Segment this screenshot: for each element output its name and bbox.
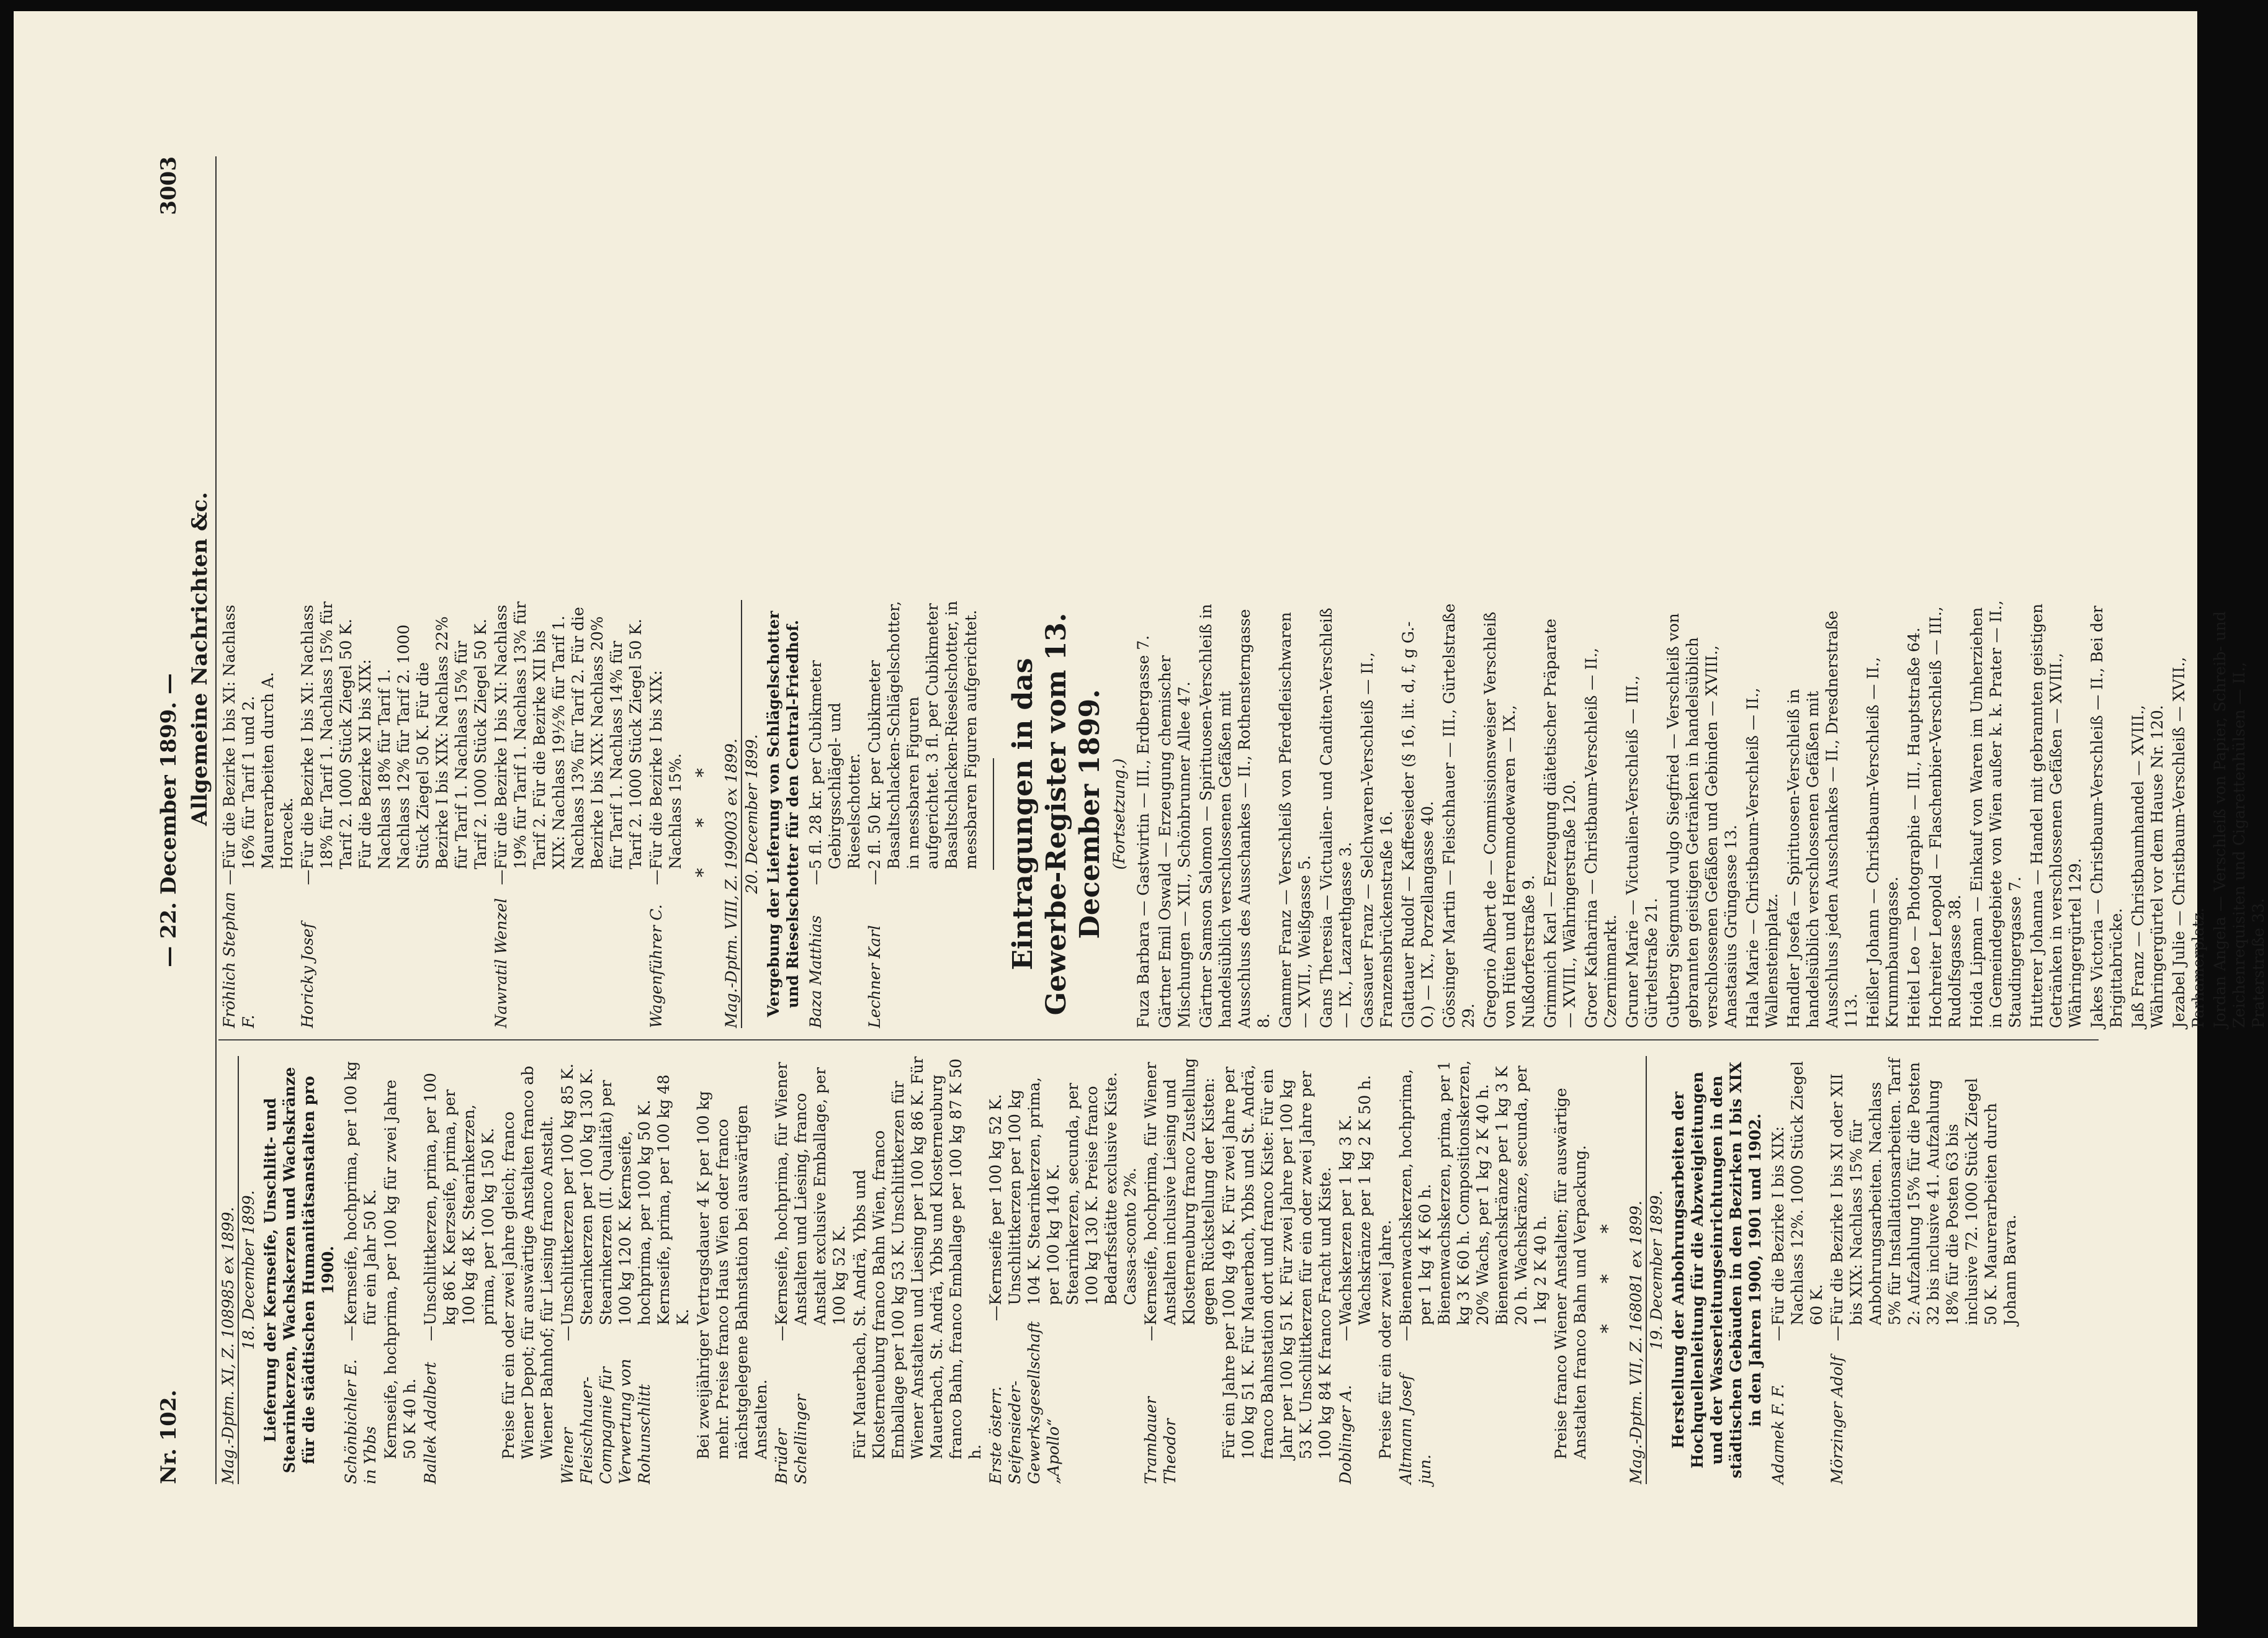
register-entry: Grimmich Karl — Erzeugung diätetischer Präparate — XVIII., Währingerstraße 120.: [1541, 619, 1579, 1028]
section-title: Allgemeine Nachrichten &c.: [187, 491, 212, 826]
entry: Erste österr. Seifensieder-Gewerksgesellschaft „Apollo“ — Kernseife per 100 kg 52 K. Unschlittkerzen per 100 kg 104 K. Stearinkerzen, prima, per 100 kg 140 K. Stearinkerzen, secunda, per 100 kg 130 K. Preise franco Bedarfsstätte exclusive Kiste. Cassa-sconto 2%.: [986, 1056, 1140, 1484]
bidder-name: Altmann Josef jun.: [1397, 1374, 1434, 1484]
bidder-name: Lechner Karl: [866, 925, 884, 1028]
entry: Ballek Adalbert — Unschlittkerzen, prima, per 100 kg 86 K. Kerzseife, prima, per 100 kg 48 K. Stearinkerzen, prima, per 100 kg 150 K.: [421, 1056, 498, 1484]
bid-text: Für die Bezirke I bis XI: Nachlass 19% für Tarif 1. Nachlass 13% für Tarif 2. Für die Bezirke XII bis XIX: Nachlass 19½% für Tarif 1. Nachlass 13% für Tarif 2. Für die Bezirke I bis XIX: Nachlass 20% für Tarif 1. Nachlass 14% für Tarif 2. 1000 Stück Ziegel 50 K.: [492, 601, 645, 869]
entry: Brüder Schellinger — Kernseife, hochprima, für Wiener Anstalten und Liesing, franco Anstalt exclusive Emballage, per 100 kg 52 K.: [772, 1056, 849, 1484]
register-entry: Jordan Angela — Verschleiß von Papier, Schreib- und Zeichenrequisiten und Cigarettenhülsen — II., Praterstraße 33.: [2211, 611, 2267, 1028]
rotated-page-content: [14, 11, 2267, 1627]
register-entry: Gärtner Samson Salomon — Spirituosen-Verschleiß in handelsüblich verschlossenen Gefäßen mit Ausschluss des Ausschankes — II., Rothensterngasse 8.: [1197, 604, 1273, 1028]
register-entry: Groer Katharina — Christbaum-Verschleiß — II., Czerninmarkt.: [1582, 647, 1620, 1028]
entry: Doblinger A. — Wachskerzen per 1 kg 3 K. Wachskränze per 1 kg 2 K 50 h.: [1336, 1056, 1374, 1484]
bidder-name: Schönbichler E. in Ybbs: [342, 1359, 379, 1484]
bid-text: 2 fl. 50 kr. per Cubikmeter Basaltschlacken-Schlägelschotter, in messbaren Figuren aufgerichtet. 3 fl. per Cubikmeter Basaltschlacken-Rieselschotter, in messbaren Figuren aufgerichtet.: [866, 601, 980, 869]
bidder-name: Nawratil Wenzel: [492, 898, 510, 1028]
bid-subtext: Preise franco Wiener Anstalten; für auswärtige Anstalten franco Bahn und Verpackung.: [1552, 1088, 1589, 1459]
bid-text: Für die Bezirke I bis XIX: Nachlass 15%.: [647, 670, 684, 869]
register-entry: Gärtner Emil Oswald — Erzeugung chemischer Mischungen — XII., Schönbrunner Allee 47.: [1156, 655, 1193, 1028]
short-rule: [993, 758, 994, 870]
bid-text: Für die Bezirke I bis XIX: Nachlass 12%. 1000 Stück Ziegel 60 K.: [1769, 1061, 1826, 1325]
bid-text: Kernseife, hochprima, für Wiener Anstalten und Liesing, franco Anstalt exclusive Emballage, per 100 kg 52 K.: [773, 1062, 848, 1325]
register-entry: Fuza Barbara — Gastwirtin — III., Erdbergasse 7.: [1134, 635, 1152, 1028]
register-entry: Jakes Victoria — Christbaum-Verschleiß — II., Bei der Brigittabrücke.: [2088, 606, 2125, 1028]
entry: Adamek F. F. — Für die Bezirke I bis XIX: Nachlass 12%. 1000 Stück Ziegel 60 K.: [1768, 1056, 1826, 1484]
register-entry: Jezabel Julie — Christbaum-Verschleiß — XVII., Parhamerplatz.: [2170, 656, 2207, 1028]
bid-subtext: Für ein Jahre per 100 kg 49 K. Für zwei Jahre per 100 kg 51 K. Für Mauerbach, Ybbs und St. Andrä, franco Bahnstation dort und franco Kiste: Für ein Jahr per 100 kg 51 K. Für zwei Jahre per 100 kg 53 K. Unschlittkerzen für ein oder zwei Jahre per 100 kg 84 K franco Fracht und Kiste.: [1220, 1064, 1334, 1459]
header-rule: [215, 156, 217, 1484]
bid-text: Kernseife, hochprima, für Wiener Anstalten inclusive Liesing und Klosterneuburg franco Zustellung gegen Rückstellung der Kisten:: [1142, 1058, 1217, 1325]
entry: Altmann Josef jun. — Bienenwachskerzen, hochprima, per 1 kg 4 K 60 h. Bienenwachskerzen, prima, per 1 kg 3 K 60 h. Compositionskerzen, 20% Wachs, per 1 kg 2 K 40 h. Bienenwachskränze per 1 kg 3 K 20 h. Wachskränze, secunda, per 1 kg 2 K 40 h.: [1396, 1056, 1550, 1484]
entry: Schönbichler E. in Ybbs — Kernseife, hochprima, per 100 kg für ein Jahr 50 K.: [341, 1056, 380, 1484]
register-entry: Handler Josefa — Spirituosen-Verschleiß in handelsüblich verschlossenen Gefäßen mit Ausschluss jeden Ausschankes — II., Dresdnerstraße 113.: [1785, 611, 1860, 1028]
entry: Horicky Josef — Für die Bezirke I bis XI: Nachlass 18% für Tarif 1. Nachlass 15% für Tarif 2. 1000 Stück Ziegel 50 K. Für die Bezirke XI bis XIX: Nachlass 18% für Tarif 1. Nachlass 12% für Tarif 2. 1000 Stück Ziegel 50 K. Für die Bezirke I bis XIX: Nachlass 22% für Tarif 1. Nachlass 15% für Tarif 2. 1000 Stück Ziegel 50 K.: [298, 600, 490, 1028]
continuation-note: (Fortsetzung.): [1110, 758, 1128, 870]
section-separator: * * *: [693, 750, 714, 878]
bid-subtext: Preise für ein oder zwei Jahre gleich; franco Wiener Depot; für auswärtige Anstalten franco ab Wiener Bahnhof; für Liesing franco Anstalt.: [500, 1065, 556, 1459]
bidder-name: Erste österr. Seifensieder-Gewerksgesellschaft „Apollo“: [987, 1321, 1062, 1484]
bid-text: Bienenwachskerzen, hochprima, per 1 kg 4 K 60 h. Bienenwachskerzen, prima, per 1 kg 3 K 60 h. Compositionskerzen, 20% Wachs, per 1 kg 2 K 40 h. Bienenwachskränze per 1 kg 3 K 20 h. Wachskränze, secunda, per 1 kg 2 K 40 h.: [1397, 1060, 1549, 1325]
bidder-name: Baza Matthias: [807, 915, 825, 1028]
column-2: [218, 600, 2267, 1028]
bidder-name: Wagenführer C.: [647, 904, 665, 1028]
reference-line: Mag.-Dptm. XI, Z. 108985 ex 1899.: [218, 1056, 239, 1484]
date-line: 20. December 1899.: [743, 734, 761, 894]
bid-text: Wachskerzen per 1 kg 3 K. Wachskränze per 1 kg 2 K 50 h.: [1337, 1075, 1374, 1325]
bid-subtext: Bei zweijähriger Vertragsdauer 4 K per 100 kg mehr. Preise franco Haus Wien oder franco nächstgelegene Bahnstation bei auswärtigen Anstalten.: [694, 1091, 770, 1459]
entry: Lechner Karl — 2 fl. 50 kr. per Cubikmeter Basaltschlacken-Schlägelschotter, in messbaren Figuren aufgerichtet. 3 fl. per Cubikmeter Basaltschlacken-Rieselschotter, in messbaren Figuren aufgerichtet.: [866, 601, 980, 1028]
register-entry: Heißler Johann — Christbaum-Verschleiß — II., Krummbaumgasse.: [1864, 656, 1901, 1028]
bid-subtext: Für Mauerbach, St. Andrä, Ybbs und Klosterneuburg franco Bahn Wien, franco Emballage per 100 kg 53 K. Unschlittkerzen für Wiener Anstalten und Liesing per 100 kg 86 K. Für Mauerbach, St. Andrä, Ybbs und Klosterneuburg franco Bahn, franco Emballage per 100 kg 87 K 50 h.: [851, 1056, 984, 1459]
bid-subtext: Kernseife, hochprima, per 100 kg für zwei Jahre 50 K 40 h.: [382, 1080, 419, 1459]
bid-text: Kernseife per 100 kg 52 K. Unschlittkerzen per 100 kg 104 K. Stearinkerzen, prima, per 100 kg 140 K. Stearinkerzen, secunda, per 100 kg 130 K. Preise franco Bedarfsstätte exclusive Kiste. Cassa-sconto 2%.: [987, 1072, 1139, 1305]
entry: Nawratil Wenzel — Für die Bezirke I bis XI: Nachlass 19% für Tarif 1. Nachlass 13% für Tarif 2. Für die Bezirke XII bis XIX: Nachlass 19½% für Tarif 1. Nachlass 13% für Tarif 2. Für die Bezirke I bis XIX: Nachlass 20% für Tarif 1. Nachlass 14% für Tarif 2. 1000 Stück Ziegel 50 K.: [491, 600, 645, 1028]
bid-text: Für die Bezirke I bis XI oder XII bis XIX: Nachlass 15% für Anbohrungsarbeiten. Nachlass 5% für Installationsarbeiten. Tarif 2: Aufzahlung 15% für die Posten 32 bis inclusive 41. Aufzahlung 18% für die Posten 63 bis inclusive 72. 1000 Stück Ziegel 50 K. Maurerarbeiten durch Johann Bavra.: [1828, 1058, 2019, 1325]
notice-title: Herstellung der Anbohrungsarbeiten der Hochquellenleitung für die Abzweigleitungen und der Wasserleitungseinrichtungen in den städtischen Gebäuden in den Bezirken I bis XIX in den Jahren 1900, 1901 und 1902.: [1669, 1062, 1764, 1479]
newspaper-page: [14, 11, 2267, 1627]
register-entry: Gruner Marie — Victualien-Verschleiß — III., Gürtelstraße 21.: [1623, 675, 1661, 1028]
register-entry: Heitel Leo — Photographie — III., Hauptstraße 64.: [1905, 627, 1923, 1028]
issue-number: Nr. 102.: [156, 1389, 181, 1484]
bidder-name: Mörzinger Adolf: [1828, 1356, 1846, 1484]
bidder-name: Doblinger A.: [1337, 1385, 1355, 1484]
bid-subtext: Preise für ein oder zwei Jahre.: [1376, 1220, 1394, 1459]
date-line: 19. December 1899.: [1647, 1190, 1665, 1350]
entry: Wiener Fleischhauer-Compagnie für Verwertung von Rohunschlitt — Unschlittkerzen per 100 kg 85 K. Stearinkerzen per 100 kg 130 K. Stearinkerzen (II. Qualität) per 100 kg 120 K. Kernseife, hochprima, per 100 kg 50 K. Kernseife, prima, per 100 kg 48 K.: [558, 1056, 693, 1484]
register-entry: Hutterer Johanna — Handel mit gebrannten geistigen Getränken in verschlossenen Gefäßen — XVIII., Währingergürtel 129.: [2028, 603, 2084, 1028]
column-1: [218, 1056, 2111, 1484]
register-title: Eintragungen in das Gewerbe-Register vom 13. December 1899.: [1007, 612, 1106, 1016]
reference-line: Mag.-Dptm. VIII, Z. 199003 ex 1899.: [722, 600, 742, 1028]
bid-text: 5 fl. 28 kr. per Cubikmeter Gebirgsschlägel- und Rieselschotter.: [807, 660, 863, 869]
register-entry: Hochreiter Leopold — Flaschenbier-Verschleiß — III., Rudolfsgasse 38.: [1927, 606, 1964, 1028]
bidder-name: Adamek F. F.: [1769, 1384, 1787, 1484]
bid-text: Unschlittkerzen, prima, per 100 kg 86 K. Kerzseife, prima, per 100 kg 48 K. Stearinkerzen, prima, per 100 kg 150 K.: [421, 1073, 497, 1325]
entry: Trambauer Theodor — Kernseife, hochprima, für Wiener Anstalten inclusive Liesing und Klosterneuburg franco Zustellung gegen Rückstellung der Kisten:: [1141, 1056, 1218, 1484]
date-line: 18. December 1899.: [240, 1190, 258, 1350]
bid-text: Für die Bezirke I bis XI: Nachlass 18% für Tarif 1. Nachlass 15% für Tarif 2. 1000 Stück Ziegel 50 K. Für die Bezirke XI bis XIX: Nachlass 18% für Tarif 1. Nachlass 12% für Tarif 2. 1000 Stück Ziegel 50 K. Für die Bezirke I bis XIX: Nachlass 22% für Tarif 1. Nachlass 15% für Tarif 2. 1000 Stück Ziegel 50 K.: [298, 601, 490, 869]
entry: Fröhlich Stephan F. — Für die Bezirke I bis XI: Nachlass 16% für Tarif 1 und 2. Maurerarbeiten durch A. Horacek.: [220, 600, 297, 1028]
notice-title: Lieferung der Kernseife, Unschlitt- und Stearinkerzen, Wachskerzen und Wachskränze für die städtischen Humanitätsanstalten pro 1900.: [261, 1067, 337, 1474]
register-entry: Gans Theresia — Victualien- und Canditen-Verschleiß — IX., Lazarethgasse 3.: [1317, 607, 1355, 1028]
bidder-name: Brüder Schellinger: [773, 1394, 810, 1484]
reference-line: Mag.-Dptm. VII, Z. 168081 ex 1899.: [1626, 1056, 1647, 1484]
column-divider: [218, 1039, 2099, 1041]
bid-text: Unschlittkerzen per 100 kg 85 K. Stearinkerzen per 100 kg 130 K. Stearinkerzen (II. Qualität) per 100 kg 120 K. Kernseife, hochprima, per 100 kg 50 K. Kernseife, prima, per 100 kg 48 K.: [558, 1063, 692, 1325]
entry: Mörzinger Adolf — Für die Bezirke I bis XI oder XII bis XIX: Nachlass 15% für Anbohrungsarbeiten. Nachlass 5% für Installationsarbeiten. Tarif 2: Aufzahlung 15% für die Posten 32 bis inclusive 41. Aufzahlung 18% für die Posten 63 bis inclusive 72. 1000 Stück Ziegel 50 K. Maurerarbeiten durch Johann Bavra.: [1827, 1056, 2020, 1484]
bid-text: Für die Bezirke I bis XI: Nachlass 16% für Tarif 1 und 2. Maurerarbeiten durch A. Horacek.: [220, 604, 296, 869]
register-entry: Gammer Franz — Verschleiß von Pferdefleischwaren — XVII., Weißgasse 5.: [1276, 612, 1314, 1028]
register-entry: Gassauer Franz — Selchwaren-Verschleiß — II., Franzensbrückenstraße 16.: [1358, 652, 1396, 1028]
register-entry: Jaß Franz — Christbaumhandel — XVIII., Währingergürtel vor dem Hause Nr. 120.: [2129, 705, 2166, 1028]
register-entry: Gregorio Albert de — Commissionsweiser Verschleiß von Hüten und Herrenmodewaren — IX., Nußdorferstraße 9.: [1481, 611, 1538, 1028]
bidder-name: Fröhlich Stephan F.: [220, 892, 258, 1028]
bidder-name: Wiener Fleischhauer-Compagnie für Verwertung von Rohunschlitt: [558, 1358, 653, 1484]
register-entry: Hala Marie — Christbaum-Verschleiß — II., Wallensteinplatz.: [1744, 687, 1781, 1028]
page-number: 3003: [156, 156, 181, 215]
notice-title: Vergebung der Lieferung von Schlägelschotter und Rieselschotter für den Central-Friedhof.: [764, 611, 802, 1018]
entry: Wagenführer C. — Für die Bezirke I bis XIX: Nachlass 15%.: [647, 600, 685, 1028]
register-entry: Hoida Lipman — Einkauf von Waren im Umherziehen in Gemeindegebiete von Wien außer k. k. Prater — II., Staudingergasse 7.: [1968, 600, 2024, 1028]
bid-text: Kernseife, hochprima, per 100 kg für ein Jahr 50 K.: [342, 1061, 379, 1325]
register-entry: Gutberg Siegmund vulgo Siegfried — Verschleiß von gebrannten geistigen Getränken in handelsüblich verschlossenen Gefäßen und Gebinden — XVIII., Anastasius Grüngasse 13.: [1664, 613, 1740, 1028]
register-entry: Gössinger Martin — Fleischhauer — III., Gürtelstraße 29.: [1440, 603, 1477, 1028]
bidder-name: Horicky Josef: [298, 923, 316, 1028]
bidder-name: Ballek Adalbert: [421, 1362, 439, 1484]
entry: Baza Matthias — 5 fl. 28 kr. per Cubikmeter Gebirgsschlägel- und Rieselschotter.: [806, 600, 864, 1028]
register-entry: Glattauer Rudolf — Kaffeesieder (§ 16, lit. d, f, g G.-O.) — IX., Porzellangasse 40.: [1399, 621, 1437, 1028]
issue-date: — 22. December 1899. —: [156, 673, 181, 967]
bidder-name: Trambauer Theodor: [1142, 1397, 1179, 1484]
section-separator: * * *: [1597, 1206, 1619, 1334]
